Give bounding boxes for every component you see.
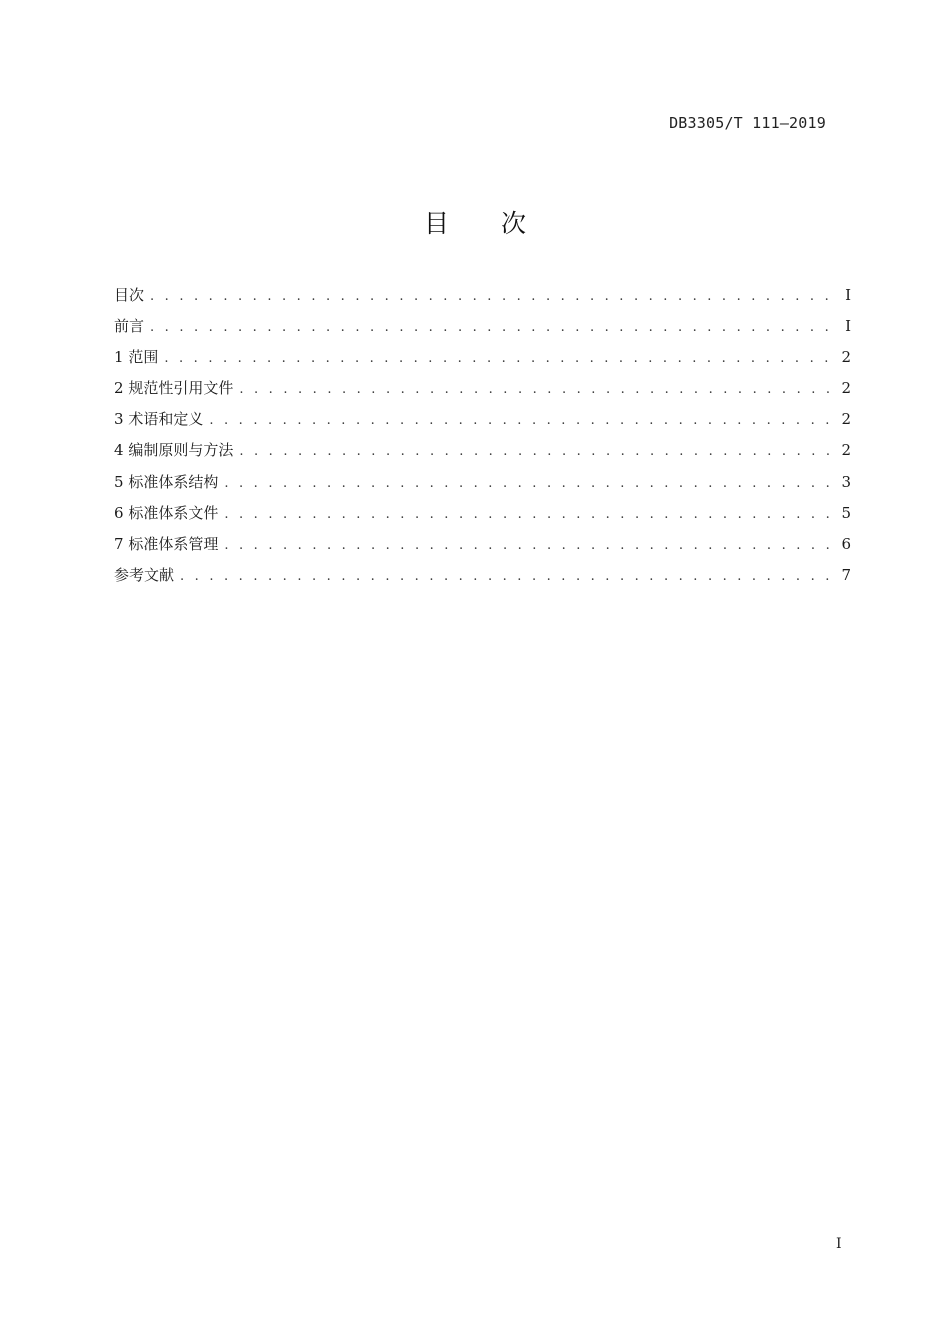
toc-entry-number: 7	[114, 534, 129, 553]
dot-leader	[164, 351, 835, 366]
toc-entry-title: 规范性引用文件	[128, 379, 234, 398]
toc-entry-page: I	[845, 286, 851, 304]
toc-entry-page: 5	[841, 503, 851, 522]
toc-entry[interactable]	[114, 284, 851, 315]
dot-leader	[150, 320, 837, 335]
toc-entry-number: 3	[114, 410, 129, 429]
dot-leader	[239, 444, 835, 459]
toc-entry-title: 编制原则与方法	[128, 441, 234, 460]
toc-entry[interactable]	[114, 471, 851, 502]
toc-entry[interactable]	[114, 502, 851, 533]
dot-leader	[224, 476, 835, 491]
dot-leader	[180, 569, 835, 584]
toc-entry-title: 标准体系结构	[128, 472, 219, 491]
document-code: DB3305/T 111—2019	[669, 114, 826, 132]
toc-entry-title: 标准体系管理	[128, 534, 219, 553]
toc-entry-page: 3	[841, 472, 851, 491]
toc-entry-title: 目次	[114, 286, 145, 304]
page-number: I	[836, 1236, 842, 1252]
toc-entry-page: 7	[841, 565, 851, 584]
toc-entry-title: 参考文献	[114, 565, 175, 584]
toc-entry-page: 2	[841, 348, 851, 367]
toc-entry-page: 2	[841, 379, 851, 398]
table-of-contents	[114, 284, 851, 595]
toc-entry[interactable]	[114, 533, 851, 564]
dot-leader	[239, 382, 835, 397]
toc-entry[interactable]	[114, 377, 851, 408]
page-title: 目次	[423, 209, 578, 238]
toc-entry-title: 前言	[114, 317, 145, 336]
toc-entry-page: I	[845, 317, 851, 336]
toc-entry-page: 2	[841, 410, 851, 429]
dot-leader	[150, 289, 837, 304]
toc-entry-number: 2	[114, 379, 129, 398]
toc-entry-number: 1	[114, 348, 129, 367]
dot-leader	[224, 507, 835, 522]
toc-entry-page: 2	[841, 441, 851, 460]
dot-leader	[224, 538, 835, 553]
toc-entry[interactable]	[114, 439, 851, 470]
toc-entry[interactable]	[114, 408, 851, 439]
toc-entry-title: 术语和定义	[128, 410, 204, 429]
toc-entry-title: 范围	[128, 348, 159, 367]
toc-entry-page: 6	[841, 534, 851, 553]
toc-entry[interactable]	[114, 564, 851, 595]
toc-entry-number: 6	[114, 503, 129, 522]
toc-entry-title: 标准体系文件	[128, 503, 219, 522]
toc-entry-number: 4	[114, 441, 129, 460]
dot-leader	[209, 413, 835, 428]
toc-entry[interactable]	[114, 315, 851, 346]
toc-entry-number: 5	[114, 472, 129, 491]
toc-entry[interactable]	[114, 346, 851, 377]
